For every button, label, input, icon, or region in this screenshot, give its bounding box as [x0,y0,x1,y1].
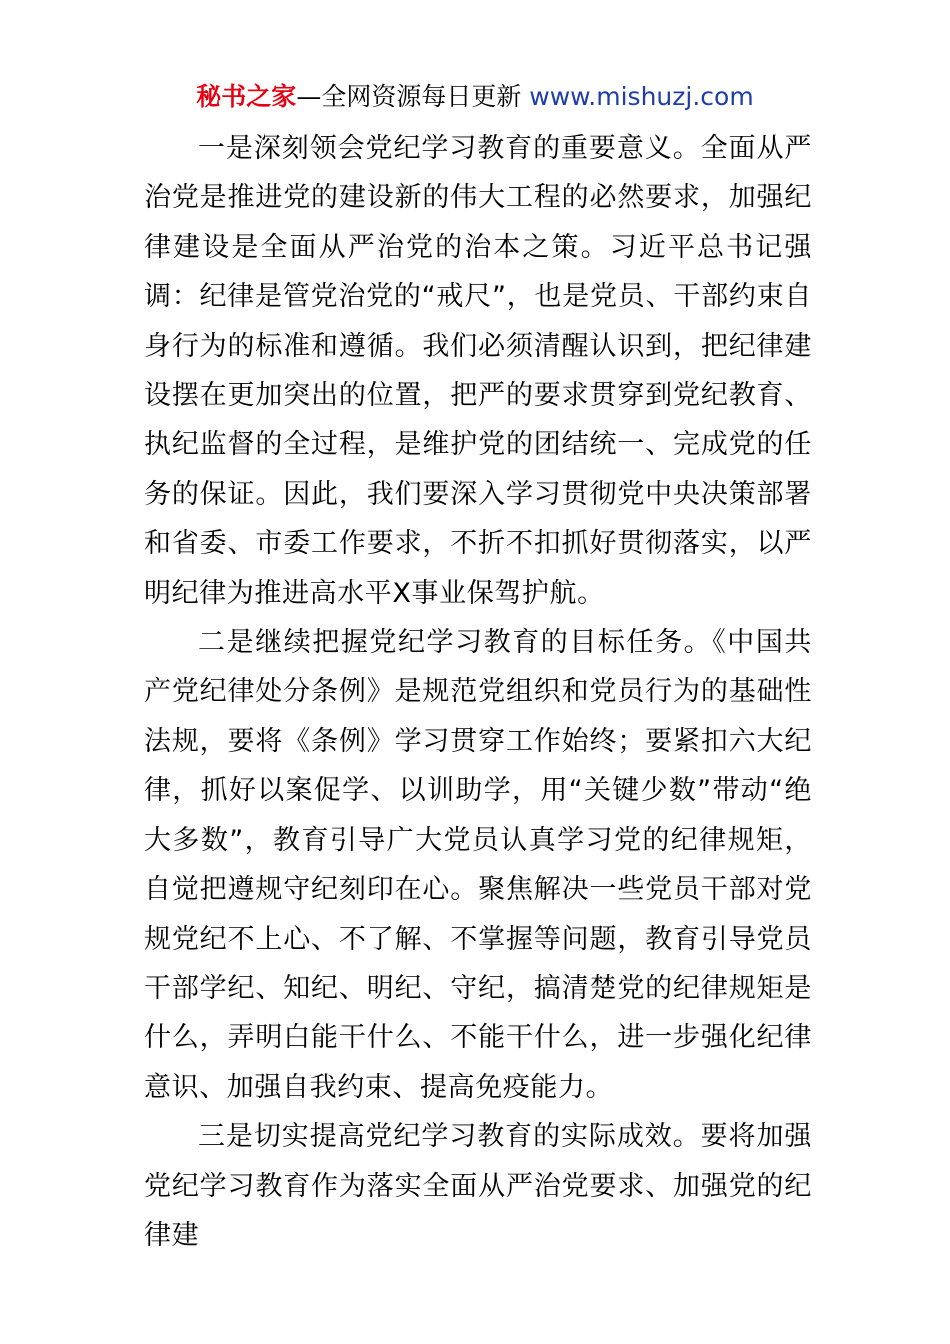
site-tagline: —全网资源每日更新 [296,82,530,111]
site-brand: 秘书之家 [196,82,297,111]
site-header [0,80,950,114]
paragraph-1: 一是深刻领会党纪学习教育的重要意义。全面从严治党是推进党的建设新的伟大工程的必然要求，加强纪律建设是全面从严治党的治本之策。习近平总书记强调：纪律是管党治党的“戒尺”，也是党员、干部约束自身行为的标准和遵循。我们必须清醒认识到，把纪律建设摆在更加突出的位置，把严的要求贯穿到党纪教育、执纪监督的全过程，是维护党的团结统一、完成党的任务的保证。因此，我们要深入学习贯彻党中央决策部署和省委、市委工作要求，不折不扣抓好贯彻落实，以严明纪律为推进高水平X事业保驾护航。 [144,133,812,609]
site-url-link[interactable]: www.mishuzj.com [529,82,754,111]
document-body [144,124,812,1260]
paragraph-3: 三是切实提高党纪学习教育的实际成效。要将加强党纪学习教育作为落实全面从严治党要求、加强党的纪律建 [144,1121,812,1251]
paragraph-2: 二是继续把握党纪学习教育的目标任务。《中国共产党纪律处分条例》是规范党组织和党员行为的基础性法规，要将《条例》学习贯穿工作始终；要紧扣六大纪律，抓好以案促学、以训助学，用“关键少数”带动“绝大多数”，教育引导广大党员认真学习党的纪律规矩，自觉把遵规守纪刻印在心。聚焦解决一些党员干部对党规党纪不上心、不了解、不掌握等问题，教育引导党员干部学纪、知纪、明纪、守纪，搞清楚党的纪律规矩是什么，弄明白能干什么、不能干什么，进一步强化纪律意识、加强自我约束、提高免疫能力。 [144,627,812,1103]
